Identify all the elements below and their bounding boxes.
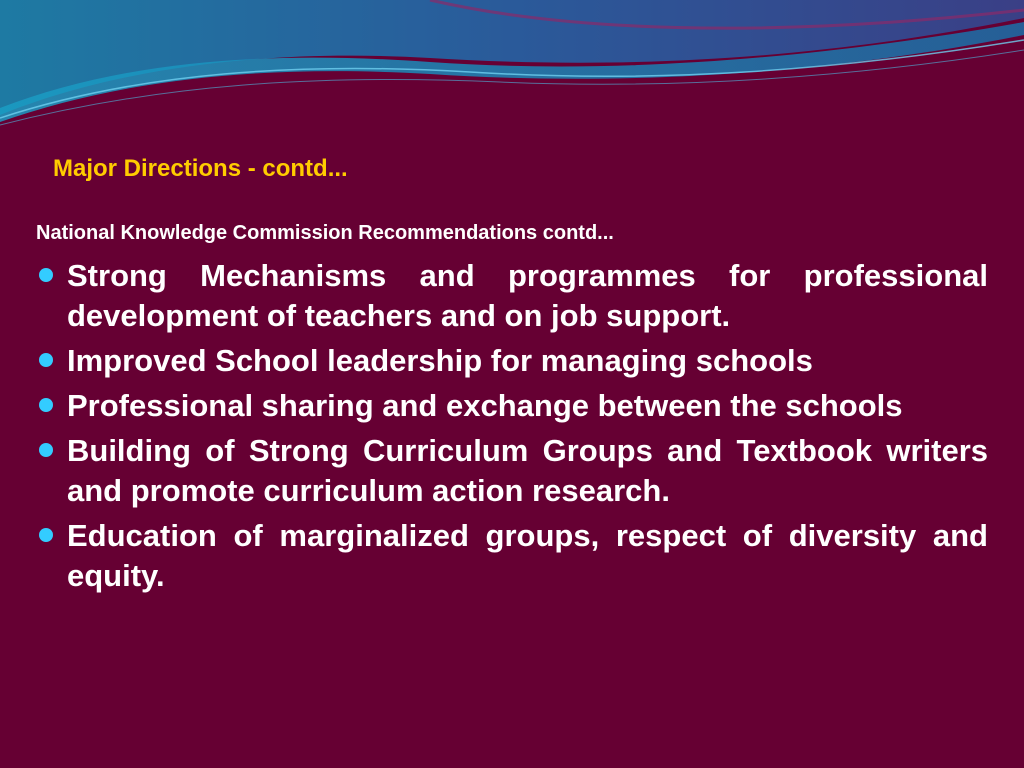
header-wave-banner — [0, 0, 1024, 130]
bullet-item — [36, 516, 988, 596]
bullet-icon — [39, 268, 53, 282]
bullet-item — [36, 431, 988, 511]
bullet-text: Professional sharing and exchange between the schools — [67, 388, 903, 423]
slide-title: Major Directions - contd... — [53, 155, 348, 182]
bullet-text: Strong Mechanisms and programmes for professional development of teachers and on job support. — [67, 258, 988, 333]
bullet-icon — [39, 528, 53, 542]
bullet-text: Building of Strong Curriculum Groups and Textbook writers and promote curriculum action research. — [67, 433, 988, 508]
bullet-item — [36, 256, 988, 336]
bullet-list — [36, 256, 988, 601]
bullet-icon — [39, 353, 53, 367]
bullet-item — [36, 386, 988, 426]
bullet-text: Education of marginalized groups, respect of diversity and equity. — [67, 518, 988, 593]
slide-subtitle: National Knowledge Commission Recommendations contd... — [36, 222, 614, 244]
bullet-icon — [39, 443, 53, 457]
bullet-text: Improved School leadership for managing schools — [67, 343, 813, 378]
bullet-item — [36, 341, 988, 381]
bullet-icon — [39, 398, 53, 412]
